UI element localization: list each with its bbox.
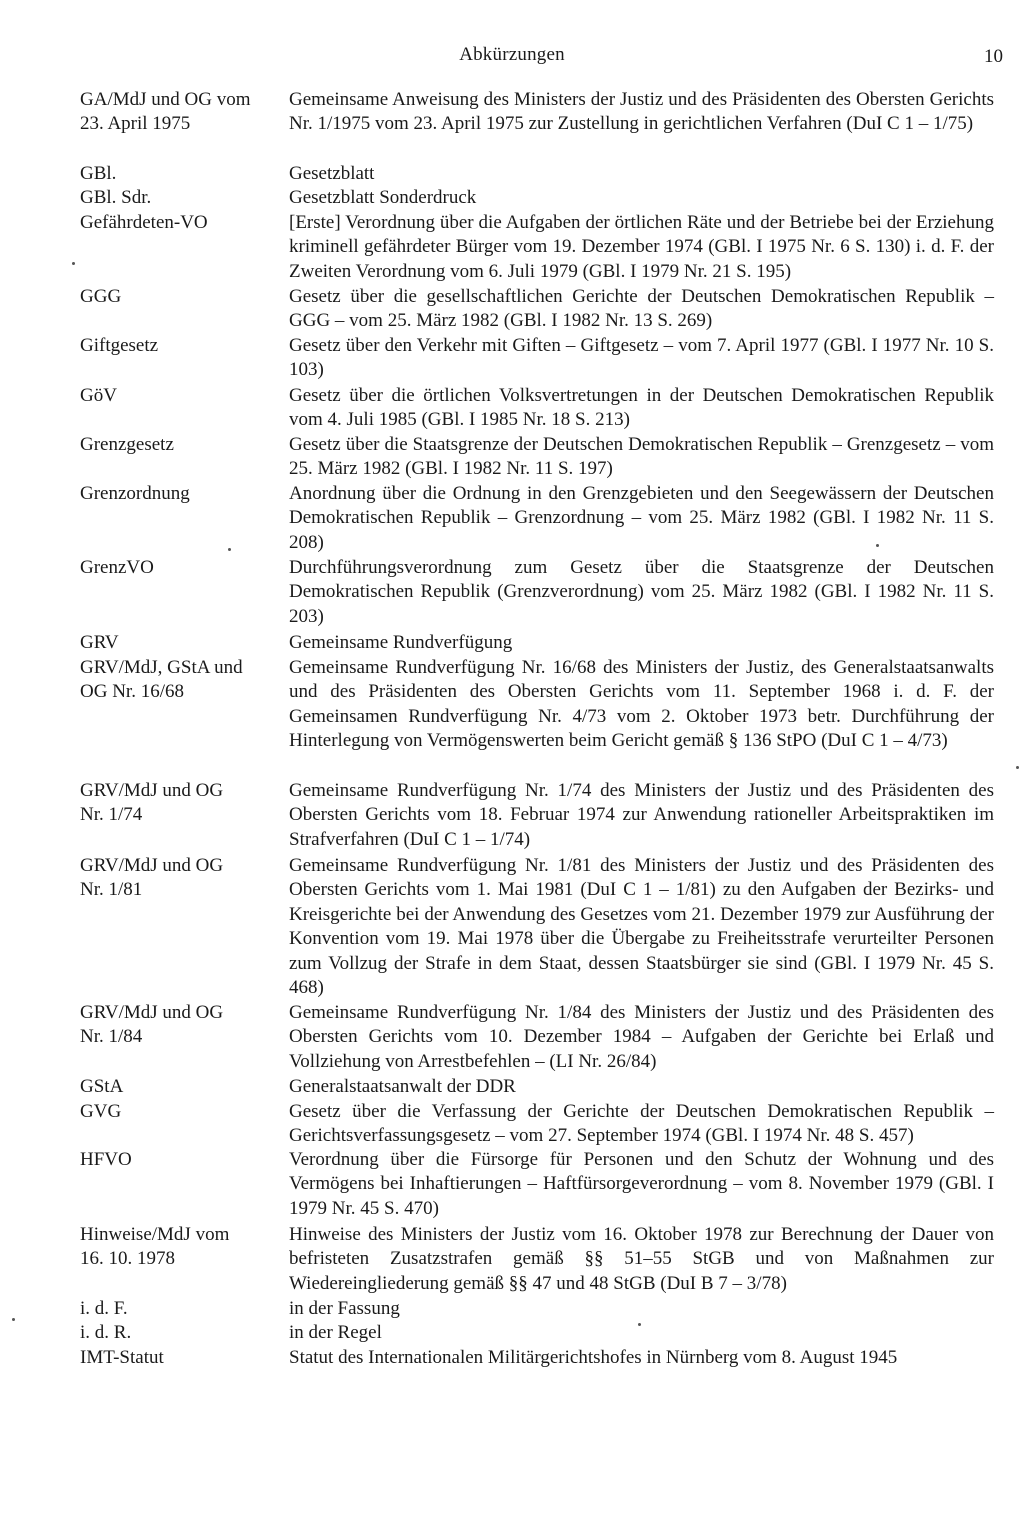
scan-speck [638, 1323, 641, 1326]
abbreviation-term: GVG [80, 1101, 122, 1122]
abbreviation-term: GRV/MdJ und OG Nr. 1/81 [80, 855, 224, 901]
abbreviation-term: HFVO [80, 1149, 132, 1170]
abbreviation-definition: Gesetz über die örtlichen Volksvertretungen in der Deutschen Demokratischen Republik vom 4. Juli 1985 (GBl. I 1985 Nr. 18 S. 213) [289, 385, 994, 431]
abbreviation-definition: Gemeinsame Rundverfügung Nr. 1/74 des Ministers der Justiz und des Präsidenten des Obersten Gerichts vom 18. Februar 1974 zur Anwendung rationeller Arbeitspraktiken im Strafverfahren (DuI C 1 – 1/74) [289, 780, 994, 850]
abbreviation-term: GBl. Sdr. [80, 187, 152, 208]
abbreviation-term: GStA [80, 1076, 124, 1097]
abbreviation-term: GA/MdJ und OG vom 23. April 1975 [80, 89, 251, 135]
page-number: 10 [984, 46, 1003, 67]
abbreviation-definition: Gesetz über die Staatsgrenze der Deutschen Demokratischen Republik – Grenzgesetz – vom 25. März 1982 (GBl. I 1982 Nr. 11 S. 197) [289, 434, 994, 480]
scan-speck [1016, 766, 1019, 769]
abbreviation-definition: Gesetzblatt Sonderdruck [289, 187, 477, 208]
abbreviation-definition: Gesetz über die Verfassung der Gerichte der Deutschen Demokratischen Republik – Gerichtsverfassungsgesetz – vom 27. September 1974 (GBl. I 1974 Nr. 48 S. 457) [289, 1101, 994, 1147]
abbreviation-definition: Gemeinsame Rundverfügung Nr. 1/84 des Ministers der Justiz und des Präsidenten des Obersten Gerichts vom 10. Dezember 1984 – Aufgaben der Gerichte bei Erlaß und Vollziehung von Arrestbefehlen – (LI Nr. 26/84) [289, 1002, 994, 1072]
scan-speck [72, 262, 75, 265]
scan-speck [876, 544, 879, 547]
abbreviation-term: GRV/MdJ und OG Nr. 1/84 [80, 1002, 224, 1048]
abbreviation-term: Gefährdeten-VO [80, 212, 208, 233]
abbreviation-term: Grenzgesetz [80, 434, 174, 455]
scan-speck [12, 1318, 15, 1321]
abbreviation-definition: in der Regel [289, 1322, 382, 1343]
abbreviation-term: GRV/MdJ und OG Nr. 1/74 [80, 780, 224, 826]
abbreviation-definition: Gemeinsame Rundverfügung [289, 632, 513, 653]
abbreviation-definition: in der Fassung [289, 1298, 400, 1319]
abbreviation-definition: Gesetzblatt [289, 163, 375, 184]
abbreviation-term: i. d. R. [80, 1322, 132, 1343]
abbreviation-definition: Anordnung über die Ordnung in den Grenzgebieten und den Seegewässern der Deutschen Demokratischen Republik – Grenzordnung – vom 25. März 1982 (GBl. I 1982 Nr. 11 S. 208) [289, 483, 994, 553]
abbreviation-term: GBl. [80, 163, 117, 184]
abbreviation-definition: Gesetz über die gesellschaftlichen Gerichte der Deutschen Demokratischen Republik – GGG – vom 25. März 1982 (GBl. I 1982 Nr. 13 S. 269) [289, 286, 994, 332]
abbreviation-definition: Gemeinsame Rundverfügung Nr. 16/68 des Ministers der Justiz, des Generalstaatsanwalts und des Präsidenten des Obersten Gerichts vom 11. September 1968 i. d. F. der Gemeinsamen Rundverfügung Nr. 4/73 vom 2. Oktober 1973 betr. Durchführung der Hinterlegung von Vermögenswerten beim Gericht gemäß § 136 StPO (DuI C 1 – 4/73) [289, 657, 994, 752]
abbreviation-term: IMT-Statut [80, 1347, 164, 1368]
abbreviation-definition: Generalstaatsanwalt der DDR [289, 1076, 516, 1097]
abbreviation-term: GrenzVO [80, 557, 154, 578]
abbreviation-term: GRV [80, 632, 119, 653]
abbreviation-definition: Gesetz über den Verkehr mit Giften – Giftgesetz – vom 7. April 1977 (GBl. I 1977 Nr. 10 S. 103) [289, 335, 994, 381]
abbreviation-definition: Gemeinsame Anweisung des Ministers der Justiz und des Präsidenten des Obersten Gerichts Nr. 1/1975 vom 23. April 1975 zur Zustellung in gerichtlichen Verfahren (DuI C 1 – 1/75) [289, 89, 994, 135]
abbreviation-term: GGG [80, 286, 122, 307]
scan-speck [228, 548, 231, 551]
abbreviation-definition: Statut des Internationalen Militärgerichtshofes in Nürnberg vom 8. August 1945 [289, 1347, 898, 1368]
abbreviation-term: GöV [80, 385, 117, 406]
abbreviation-term: Grenzordnung [80, 483, 190, 504]
abbreviation-definition: Verordnung über die Fürsorge für Personen und den Schutz der Wohnung und des Vermögens bei Inhaftierungen – Haftfürsorgeverordnung – vom 8. November 1979 (GBl. I 1979 Nr. 45 S. 470) [289, 1149, 994, 1219]
abbreviation-term: Hinweise/MdJ vom 16. 10. 1978 [80, 1224, 230, 1270]
page-title: Abkürzungen [459, 44, 565, 65]
abbreviation-definition: Hinweise des Ministers der Justiz vom 16. Oktober 1978 zur Berechnung der Dauer von befristeten Zusatzstrafen gemäß §§ 51–55 StGB und von Maßnahmen zur Wiedereingliederung gemäß §§ 47 und 48 StGB (DuI B 7 – 3/78) [289, 1224, 994, 1294]
abbreviation-term: i. d. F. [80, 1298, 128, 1319]
abbreviation-term: GRV/MdJ, GStA und OG Nr. 16/68 [80, 657, 243, 703]
abbreviation-definition: [Erste] Verordnung über die Aufgaben der örtlichen Räte und der Betriebe bei der Erziehung kriminell gefährdeter Bürger vom 19. Dezember 1974 (GBl. I 1975 Nr. 6 S. 130) i. d. F. der Zweiten Verordnung vom 6. Juli 1979 (GBl. I 1979 Nr. 21 S. 195) [289, 212, 994, 282]
abbreviation-definition: Gemeinsame Rundverfügung Nr. 1/81 des Ministers der Justiz und des Präsidenten des Obersten Gerichts vom 1. Mai 1981 (DuI C 1 – 1/81) zu den Aufgaben der Bezirks- und Kreisgerichte bei der Anwendung des Gesetzes vom 21. Dezember 1979 zur Ausführung der Konvention vom 19. Mai 1978 über die Übergabe zu Freiheitsstrafe verurteilter Personen zum Vollzug der Strafe in dem Staat, dessen Staatsbürger sie sind (GBl. I 1979 Nr. 45 S. 468) [289, 855, 994, 999]
abbreviation-definition: Durchführungsverordnung zum Gesetz über die Staatsgrenze der Deutschen Demokratischen Republik (Grenzverordnung) vom 25. März 1982 (GBl. I 1982 Nr. 11 S. 203) [289, 557, 994, 627]
abbreviation-term: Giftgesetz [80, 335, 159, 356]
